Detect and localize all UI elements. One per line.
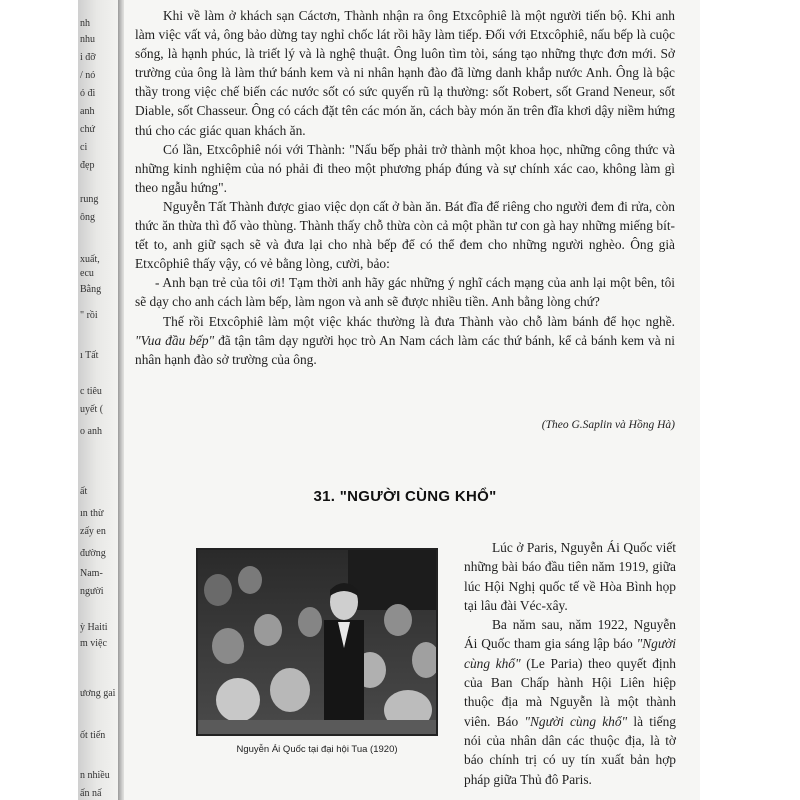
text-run: Khi về làm ở khách sạn Cáctơn, Thành nhận ra ông Etxcôphiê là một người tiến bộ. Khi anh làm việc vất vả, ông bảo dừng tay nghỉ chốc lát rồi hãy làm tiếp. Đối với Etxcôphiê, nấu bếp là cuộc sống, là hạnh phúc, là triết lý và là nghệ thuật. Ông luôn tìm tòi, sáng tạo những thực đơn mới. Sở trường của ông là làm thứ bánh kem và ni nhân hạnh đào đã lừng danh khắp nước Anh. Ông là bậc thầy trong việc chế biến các nước sốt có sức quyến rũ lạ thường: sốt Robert, sốt Grand Neneur, sốt Diable, sốt Chasseur. Ông có cách đặt tên các món ăn, cách bày món ăn trên đĩa khơi dậy niềm hứng thú cho các giác quan khách ăn. <box>135 8 675 138</box>
section-title: 31. "NGƯỜI CÙNG KHỔ" <box>313 488 497 505</box>
left-page-fragment: n nhiều <box>80 770 110 781</box>
left-page-fragment: zấy en <box>80 526 106 537</box>
left-page-fragment: rung <box>80 194 99 205</box>
left-page-fragment: ông <box>80 212 95 223</box>
text-run: Nguyễn Tất Thành được giao việc dọn cất ở bàn ăn. Bát đĩa để riêng cho người đem đi rửa, còn thức ăn thừa thì đổ vào thùng. Thành thấy chỗ thừa còn cả một phần tư con gà hay những miếng bít-tết to, anh giữ sạch sẽ và đưa lại cho nhà bếp để có thể đem cho những người nghèo. Ông già Etxcôphiê thấy vậy, có vẻ bằng lòng, cười, bảo: <box>135 198 675 272</box>
right-paragraph <box>464 538 676 615</box>
left-page-fragment: " rồi <box>80 310 98 321</box>
text-run: Lúc ở Paris, Nguyễn Ái Quốc viết những bài báo đầu tiên năm 1919, giữa lúc Hội Nghị quốc tế về Hòa Bình họp tại lâu đài Véc-xây. <box>464 540 676 613</box>
photo-illustration <box>198 550 436 734</box>
text-run: Có lần, Etxcôphiê nói với Thành: "Nấu bếp phải trở thành một khoa học, những công thức và những kinh nghiệm của nó phải đi theo một phương pháp đúng và sự chính xác cao, không làm gì theo ngẫu hứng". <box>135 141 675 195</box>
left-page-fragment: uyết ( <box>80 404 104 415</box>
left-page-fragment: ın thừ <box>80 508 104 519</box>
left-page-fragment: người <box>80 586 104 597</box>
left-page-fragment: anh <box>80 106 95 117</box>
left-page-fragment: ỳ Haiti <box>80 622 108 633</box>
text-run: "Người cùng khổ" <box>464 636 676 671</box>
text-run: Thế rồi Etxcôphiê làm một việc khác thường là đưa Thành vào chỗ làm bánh để học nghề. <box>163 313 675 329</box>
left-page-fragment: / nó <box>80 70 96 81</box>
body-paragraph <box>135 312 675 369</box>
left-page-fragment: ốt tiến <box>80 730 106 741</box>
body-paragraph <box>135 6 675 140</box>
left-page-fragment: c tiêu <box>80 386 102 397</box>
text-run: đã tận tâm dạy người học trò An Nam cách làm các thứ bánh, kể cả bánh kem và ni nhân hạnh đào sở trường của ông. <box>135 332 675 367</box>
left-page-fragment: nhu <box>80 34 95 45</box>
left-page-fragment: đường <box>80 548 106 559</box>
left-page-fragment: ấn nấ <box>80 788 102 799</box>
text-run: là tiếng nói của nhân dân các thuộc địa, là tờ báo chính trị có uy tín xuất bản hợp pháp giữa Thủ đô Paris. <box>464 713 676 787</box>
source-note: (Theo G.Saplin và Hồng Hà) <box>541 419 675 431</box>
left-page-fragment: chứ <box>80 124 95 135</box>
left-page-fragment: Nam- <box>80 568 103 579</box>
left-page-fragment: ó đi <box>80 88 96 99</box>
left-page-fragment: ı Tất <box>80 350 99 361</box>
left-page-fragment: đẹp <box>80 160 95 171</box>
body-paragraph <box>135 140 675 197</box>
left-page-fragment: ất <box>80 486 88 497</box>
right-paragraph <box>464 615 676 789</box>
text-run: "Vua đầu bếp" <box>135 332 215 348</box>
left-page-fragment: m việc <box>80 638 107 649</box>
left-page-fragment: ci <box>80 142 88 153</box>
historical-photo <box>196 548 438 736</box>
body-text <box>135 6 675 369</box>
left-page-fragment: o anh <box>80 426 102 437</box>
article-column <box>464 538 676 789</box>
text-run: - Anh bạn trẻ của tôi ơi! Tạm thời anh hãy gác những ý nghĩ cách mạng của anh lại một bên, tôi sẽ dạy cho anh cách làm bếp, làm ngon và anh sẽ được nhiều tiền. Anh bằng lòng chứ? <box>135 275 675 310</box>
left-page-fragment: ương gai <box>80 688 116 699</box>
left-page-fragment: ecu <box>80 268 94 279</box>
left-page-fragment: i đỡ <box>80 52 96 63</box>
text-run: (Le Paria) theo quyết định của Ban Chấp hành Hội Liên hiệp thuộc địa mà Nguyễn là một thành viên. Báo <box>464 655 677 729</box>
photo-caption: Nguyễn Ái Quốc tại đại hội Tua (1920) <box>236 744 398 755</box>
left-page-edge <box>78 0 120 800</box>
background-margin <box>700 0 800 800</box>
text-run: Ba năm sau, năm 1922, Nguyễn Ái Quốc tham gia sáng lập báo <box>464 617 676 652</box>
left-page-fragment: xuất, <box>80 254 100 265</box>
left-page-fragment: nh <box>80 18 90 29</box>
text-run: "Người cùng khổ" <box>524 713 628 729</box>
left-page-fragment: Bằng <box>80 284 102 295</box>
body-paragraph <box>135 273 675 311</box>
body-paragraph <box>135 197 675 273</box>
